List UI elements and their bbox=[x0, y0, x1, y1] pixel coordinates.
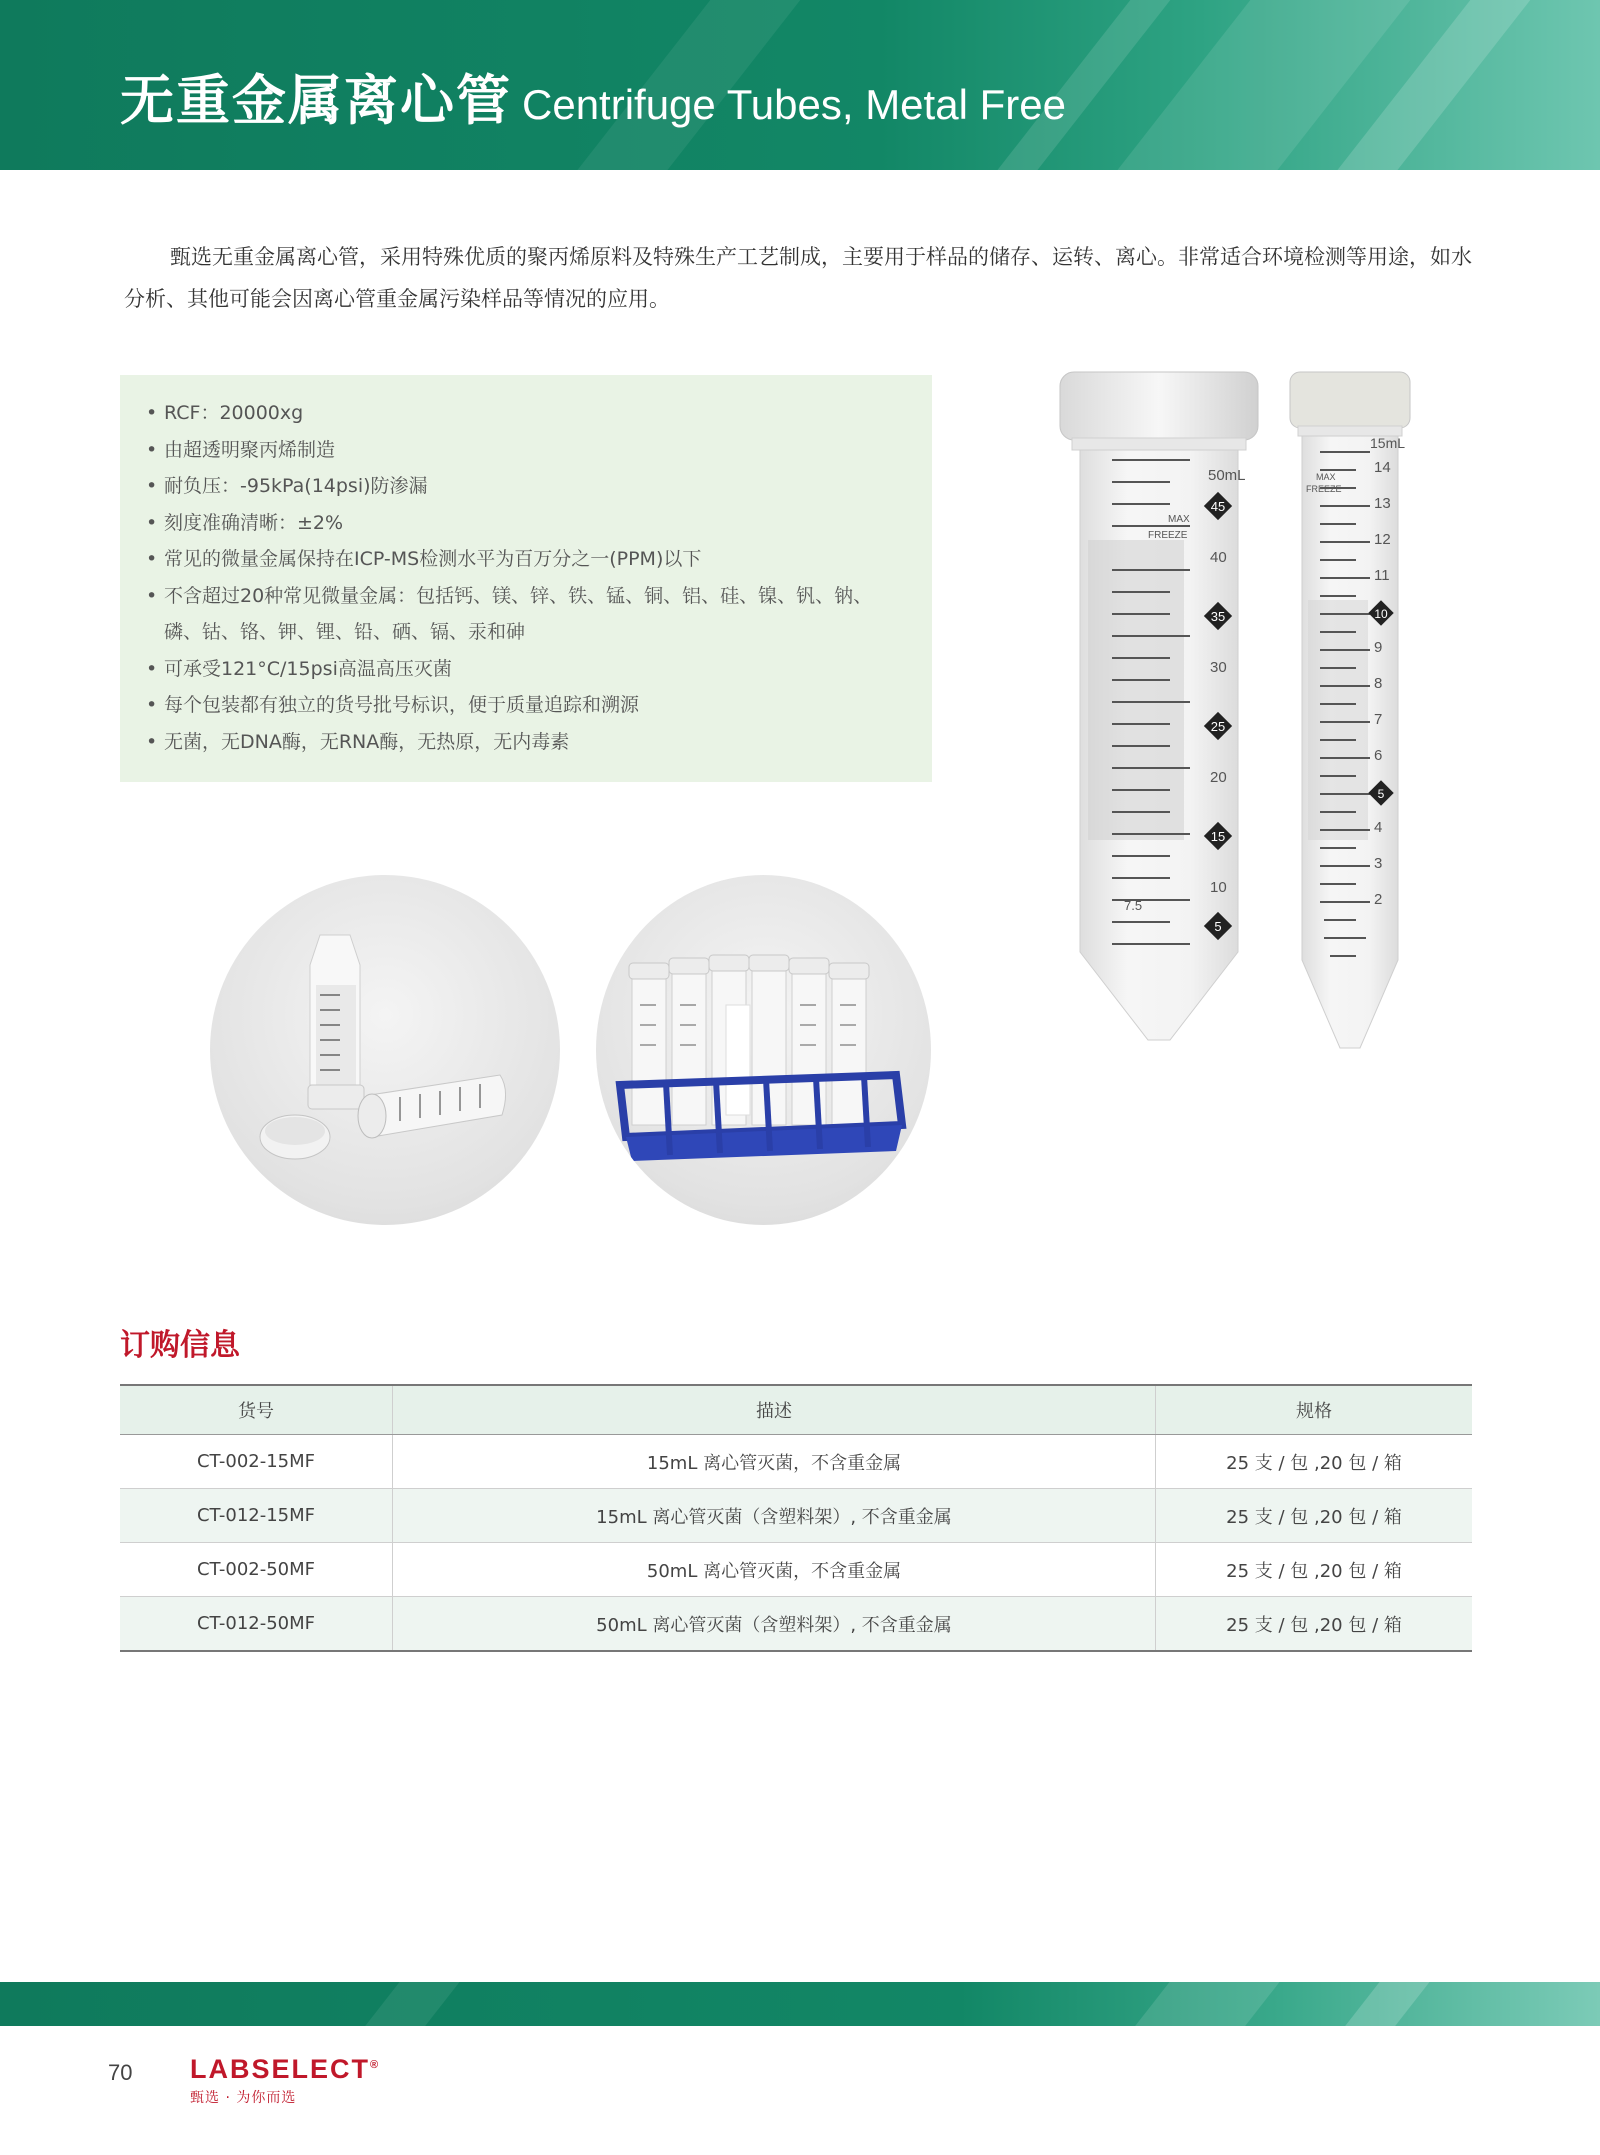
feature-item: • 不含超过20种常见微量金属：包括钙、镁、锌、铁、锰、铜、铝、硅、镍、钒、钠、 bbox=[146, 578, 932, 615]
title-english: Centrifuge Tubes, Metal Free bbox=[522, 81, 1066, 128]
cell-description: 50mL 离心管灭菌（含塑料架）, 不含重金属 bbox=[393, 1597, 1156, 1652]
table-header-row bbox=[120, 1385, 1472, 1435]
tube-15ml bbox=[1290, 372, 1410, 1048]
tube15-freeze-label: FREEZE bbox=[1306, 484, 1342, 494]
cell-sku: CT-002-50MF bbox=[120, 1543, 393, 1597]
cell-description: 15mL 离心管灭菌，不含重金属 bbox=[393, 1435, 1156, 1489]
tube50-diamond-label: 45 bbox=[1210, 499, 1226, 514]
tube15-diamond-label: 10 bbox=[1374, 607, 1388, 621]
column-header-spec: 规格 bbox=[1156, 1385, 1473, 1435]
tube50-max-label: MAX bbox=[1168, 514, 1190, 525]
tube50-extra-label: 7.5 bbox=[1124, 898, 1143, 913]
tube50-number: 10 bbox=[1210, 879, 1227, 896]
tube15-number: 13 bbox=[1374, 495, 1391, 512]
order-section-title: 订购信息 bbox=[120, 1328, 240, 1363]
intro-paragraph bbox=[124, 236, 1484, 320]
cell-description: 50mL 离心管灭菌，不含重金属 bbox=[393, 1543, 1156, 1597]
tube-50ml bbox=[1060, 372, 1258, 1040]
cell-spec: 25 支 / 包 ,20 包 / 箱 bbox=[1156, 1543, 1473, 1597]
feature-item: • 无菌，无DNA酶，无RNA酶，无热原，无内毒素 bbox=[146, 724, 932, 761]
product-photo-tubes-lying bbox=[210, 875, 560, 1225]
feature-item: • 每个包装都有独立的货号批号标识，便于质量追踪和溯源 bbox=[146, 687, 932, 724]
tube15-number: 6 bbox=[1374, 747, 1383, 764]
cell-sku: CT-012-50MF bbox=[120, 1597, 393, 1652]
cell-spec: 25 支 / 包 ,20 包 / 箱 bbox=[1156, 1489, 1473, 1543]
registered-mark: ® bbox=[370, 2059, 381, 2071]
table-row bbox=[120, 1435, 1472, 1489]
footer-band bbox=[0, 1982, 1600, 2026]
tube15-number: 9 bbox=[1374, 639, 1383, 656]
cell-sku: CT-012-15MF bbox=[120, 1489, 393, 1543]
cell-description: 15mL 离心管灭菌（含塑料架）, 不含重金属 bbox=[393, 1489, 1156, 1543]
tube50-number: 40 bbox=[1210, 549, 1227, 566]
feature-item: • 由超透明聚丙烯制造 bbox=[146, 432, 932, 469]
page-number: 70 bbox=[108, 2060, 133, 2085]
column-header-description: 描述 bbox=[393, 1385, 1156, 1435]
tube50-diamond-label: 35 bbox=[1210, 609, 1226, 624]
features-box bbox=[120, 375, 932, 782]
cell-spec: 25 支 / 包 ,20 包 / 箱 bbox=[1156, 1435, 1473, 1489]
feature-item: • 常见的微量金属保持在ICP-MS检测水平为百万分之一(PPM)以下 bbox=[146, 541, 932, 578]
features-list bbox=[146, 395, 932, 760]
feature-item: • 刻度准确清晰：±2% bbox=[146, 505, 932, 542]
tube15-number: 4 bbox=[1374, 819, 1383, 836]
feature-item-continuation: 磷、钴、铬、钾、锂、铅、硒、镉、汞和砷 bbox=[164, 621, 526, 643]
table-row bbox=[120, 1543, 1472, 1597]
feature-item: • RCF：20000xg bbox=[146, 395, 932, 432]
tube15-diamond-label: 5 bbox=[1377, 787, 1385, 801]
tube50-diamond-label: 5 bbox=[1214, 919, 1222, 934]
feature-item: • 耐负压：-95kPa(14psi)防渗漏 bbox=[146, 468, 932, 505]
footer-stripe bbox=[353, 1982, 468, 2026]
tube50-freeze-label: FREEZE bbox=[1148, 530, 1188, 541]
product-photo-tube-rack bbox=[596, 875, 931, 1225]
column-header-sku: 货号 bbox=[120, 1385, 393, 1435]
tube50-number: 30 bbox=[1210, 659, 1227, 676]
product-tubes-image bbox=[1040, 360, 1440, 1060]
cell-sku: CT-002-15MF bbox=[120, 1435, 393, 1489]
header-banner bbox=[0, 0, 1600, 170]
tube50-capacity-label: 50mL bbox=[1208, 467, 1246, 484]
tube50-number: 20 bbox=[1210, 769, 1227, 786]
footer-stripe bbox=[1123, 1982, 1288, 2026]
labselect-logo bbox=[190, 2054, 380, 2107]
tube15-number: 11 bbox=[1374, 567, 1390, 584]
tube-rack-illustration bbox=[596, 875, 931, 1225]
tube15-max-label: MAX bbox=[1316, 472, 1336, 482]
order-table bbox=[120, 1384, 1472, 1652]
logo-brand-text: LABSELECT bbox=[190, 2054, 370, 2084]
logo-wordmark bbox=[190, 2054, 380, 2085]
tubes-lying-illustration bbox=[210, 875, 560, 1225]
tube15-number: 12 bbox=[1374, 531, 1391, 548]
tube15-number: 3 bbox=[1374, 855, 1383, 872]
tube15-number: 8 bbox=[1374, 675, 1383, 692]
page-title bbox=[120, 58, 1066, 135]
tube50-diamond-label: 25 bbox=[1210, 719, 1226, 734]
cell-spec: 25 支 / 包 ,20 包 / 箱 bbox=[1156, 1597, 1473, 1652]
tube15-number: 7 bbox=[1374, 711, 1383, 728]
feature-item: • 可承受121°C/15psi高温高压灭菌 bbox=[146, 651, 932, 688]
title-chinese: 无重金属离心管 bbox=[120, 69, 512, 132]
tube15-number: 14 bbox=[1374, 459, 1391, 476]
tube15-capacity-label: 15mL bbox=[1370, 435, 1406, 451]
tube50-diamond-label: 15 bbox=[1210, 829, 1226, 844]
footer-stripe bbox=[1333, 1982, 1438, 2026]
intro-text: 甄选无重金属离心管，采用特殊优质的聚丙烯原料及特殊生产工艺制成，主要用于样品的储存、运转、离心。非常适合环境检测等用途，如水分析、其他可能会因离心管重金属污染样品等情况的应用。 bbox=[124, 245, 1472, 311]
table-row bbox=[120, 1597, 1472, 1652]
table-row bbox=[120, 1489, 1472, 1543]
logo-tagline: 甄选 · 为你而选 bbox=[190, 2090, 297, 2106]
tube15-number: 2 bbox=[1374, 891, 1383, 908]
